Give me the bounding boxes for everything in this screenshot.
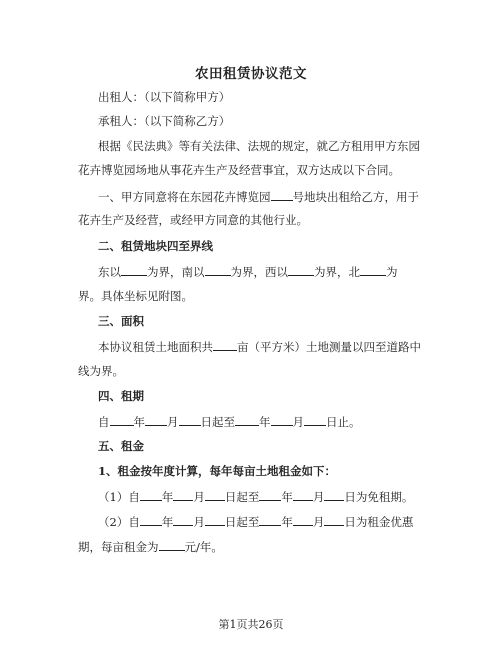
clause-1-text-a: 一、甲方同意将在东园花卉博览园 <box>98 190 271 204</box>
item-2-start-day-blank <box>205 514 225 526</box>
intro-line-2: 花卉博览园场地从事花卉生产及经营事宜，双方达成以下合同。 <box>78 163 400 177</box>
west-label: 为界，西以 <box>230 265 288 279</box>
item-1-month-2: 月 <box>312 490 325 504</box>
item-2-end-year-blank <box>259 514 281 526</box>
section-3-heading: 三、面积 <box>98 314 144 328</box>
start-day-blank <box>179 414 201 426</box>
item-2-start-year-blank <box>140 514 162 526</box>
east-label: 东以 <box>98 265 121 279</box>
page-indicator: 第1页共26页 <box>218 618 284 631</box>
item-2-end-month-blank <box>293 514 313 526</box>
item-1-end: 日为免租期。 <box>344 490 414 504</box>
section-2-heading: 二、租赁地块四至界线 <box>98 239 213 253</box>
item-1-month-1: 月 <box>193 490 205 504</box>
item-1-start-year-blank <box>140 489 162 501</box>
section-2-end: 为 <box>386 265 398 279</box>
item-1-start-day-blank <box>205 489 225 501</box>
rent-subheading-1: 1、租金按年度计算，每年每亩土地租金如下： <box>98 464 336 478</box>
end-day-blank <box>304 414 326 426</box>
item-2-end: 日为租金优惠 <box>344 515 414 529</box>
lease-term-line <box>98 414 430 429</box>
item-1-end-month-blank <box>293 489 313 501</box>
item-1-start-month-blank <box>173 489 193 501</box>
area-text-a: 本协议租赁土地面积共 <box>98 340 213 354</box>
section-3-line-2: 线为界。 <box>78 364 124 378</box>
item-1-year-1: 年 <box>161 490 174 504</box>
area-blank <box>213 339 237 351</box>
item-2-end-day-blank <box>324 514 344 526</box>
clause-1-line-1 <box>98 189 430 204</box>
start-year-blank <box>110 414 134 426</box>
item-2-rent-unit: 元/年。 <box>184 540 223 554</box>
item-2-to: 日起至 <box>224 515 260 529</box>
item-2-rent-text: 期，每亩租金为 <box>78 540 159 554</box>
item-1-year-2: 年 <box>281 490 293 504</box>
west-boundary-blank <box>288 264 314 276</box>
end-month-blank <box>271 414 293 426</box>
clause-1-text-b: 号地块出租给乙方，用于 <box>292 190 419 204</box>
item-2-prefix: （2）自 <box>98 515 140 529</box>
section-3-line-1 <box>98 339 430 354</box>
item-2-month-2: 月 <box>312 515 325 529</box>
plot-number-blank <box>271 189 293 201</box>
end-year-blank <box>235 414 259 426</box>
intro-line-1: 根据《民法典》等有关法律、法规的规定，就乙方租用甲方东园 <box>98 139 420 153</box>
term-month-1: 月 <box>167 415 179 429</box>
lessee-line: 承租人：（以下简称乙方） <box>98 114 231 128</box>
document-title: 农田租赁协议范文 <box>195 66 307 82</box>
term-year-1: 年 <box>133 415 145 429</box>
item-2-month-1: 月 <box>193 515 205 529</box>
rent-item-2-line-2 <box>78 539 430 554</box>
section-2-line-1 <box>98 264 430 279</box>
area-text-b: 亩（平方米）土地测量以四至道路中 <box>237 340 421 354</box>
south-label: 为界，南以 <box>147 265 205 279</box>
section-5-heading: 五、租金 <box>98 439 144 453</box>
clause-1-line-2: 花卉生产及经营，或经甲方同意的其他行业。 <box>78 213 308 227</box>
term-to: 日起至 <box>200 415 235 429</box>
rent-item-2 <box>98 514 430 529</box>
section-2-line-2: 界。具体坐标见附图。 <box>78 289 193 303</box>
rent-item-1 <box>98 489 430 504</box>
item-1-end-year-blank <box>259 489 281 501</box>
term-month-2: 月 <box>292 415 304 429</box>
rent-amount-blank <box>159 539 185 551</box>
item-1-to: 日起至 <box>224 490 260 504</box>
north-label: 为界，北 <box>314 265 360 279</box>
item-1-prefix: （1）自 <box>98 490 140 504</box>
start-month-blank <box>145 414 167 426</box>
east-boundary-blank <box>121 264 147 276</box>
south-boundary-blank <box>205 264 231 276</box>
north-boundary-blank <box>360 264 386 276</box>
term-end: 日止。 <box>326 415 361 429</box>
item-1-end-day-blank <box>324 489 344 501</box>
item-2-year-2: 年 <box>281 515 293 529</box>
term-from: 自 <box>98 415 110 429</box>
item-2-year-1: 年 <box>161 515 174 529</box>
term-year-2: 年 <box>259 415 271 429</box>
lessor-line: 出租人：（以下简称甲方） <box>98 90 231 104</box>
item-2-start-month-blank <box>173 514 193 526</box>
section-4-heading: 四、租期 <box>98 389 144 403</box>
